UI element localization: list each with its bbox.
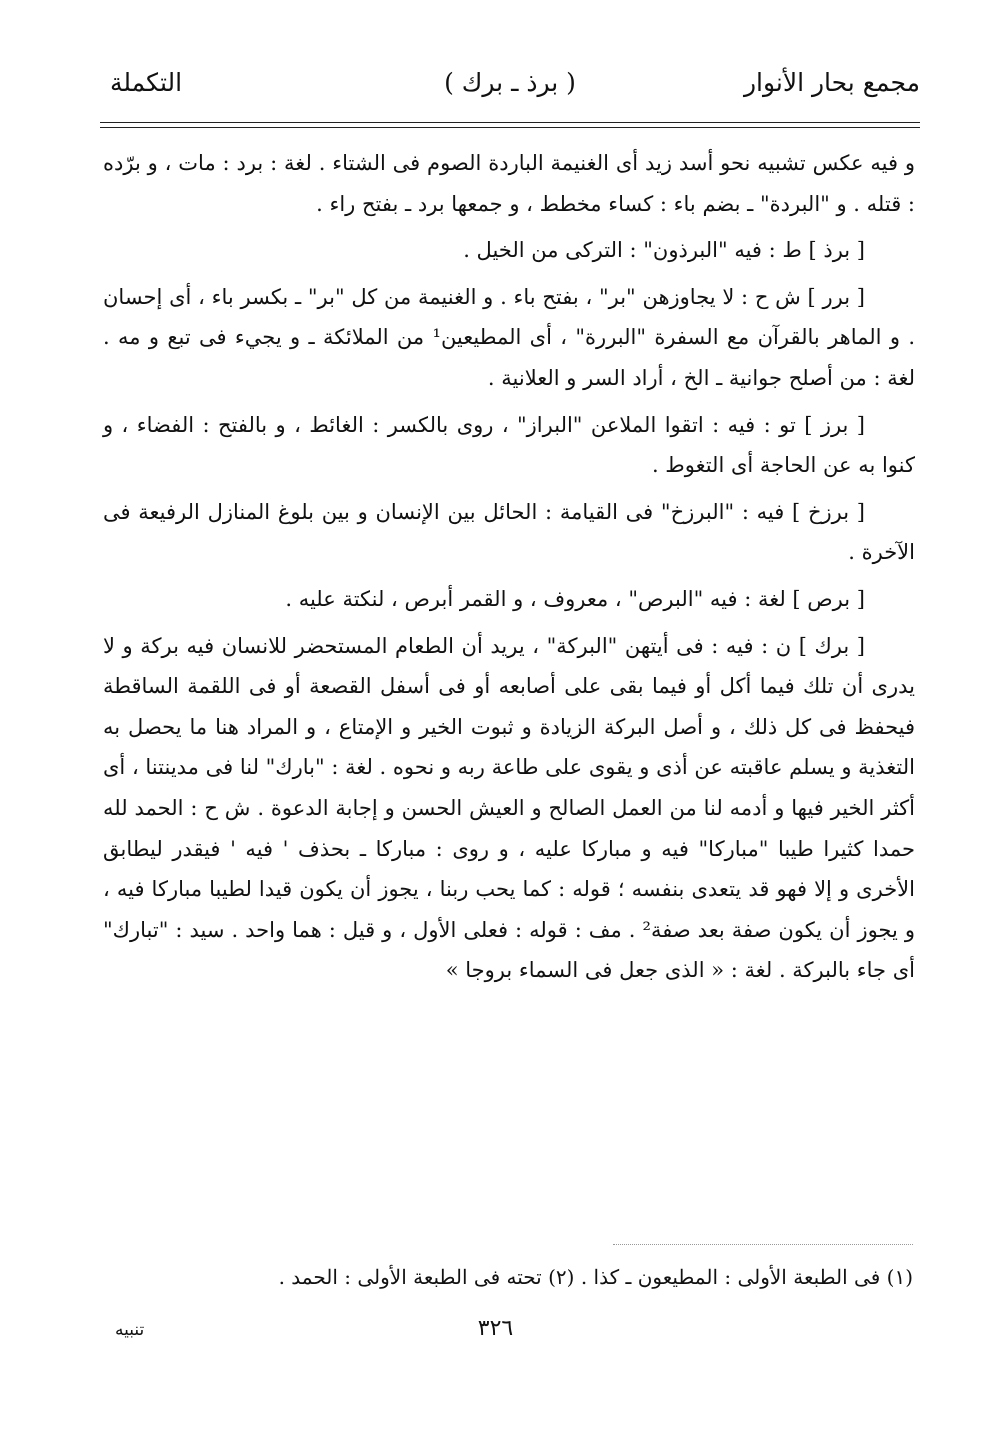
entry-barr: [ برر ] ش ح : لا يجاوزهن "بر" ، بفتح باء . و الغنيمة من كل "بر" ـ بكسر باء ، أى إحسان . و الماهر بالقرآن مع السفرة "البررة" ، أى المطيعين¹ من الملائكة ـ و يجيء فى تبع و مه . لغة : من أصلح جوانية ـ الخ ، أراد السر و العلانية . [103,284,915,390]
book-title: مجمع بحار الأنوار [743,68,920,97]
entry-baras: [ برص ] لغة : فيه "البرص" ، معروف ، و القمر أبرص ، لنكتة عليه . [285,586,865,611]
header-rule-top [100,122,920,123]
main-text [103,143,915,997]
header-rule-bottom [100,127,920,128]
paragraph-intro: و فيه عكس تشبيه نحو أسد زيد أى الغنيمة الباردة الصوم فى الشتاء . لغة : برد : مات ، و برّده : قتله . و "البردة" ـ بضم باء : كساء مخطط ، و جمعها برد ـ بفتح راء . [103,151,915,216]
volume-label: التكملة [110,68,183,97]
footnote-divider [613,1244,913,1245]
page-header [100,64,920,108]
entry-barz-2: [ برز ] تو : فيه : اتقوا الملاعن "البراز" ، روى بالكسر : الغائط ، و بالفتح : الفضاء ، و كنوا به عن الحاجة أى التغوط . [103,412,915,478]
footnotes: (١) فى الطبعة الأولى : المطيعون ـ كذا . (٢) تحته فى الطبعة الأولى : الحمد . [278,1265,913,1289]
page-number: ٣٢٦ [477,1316,514,1341]
entry-barz: [ برذ ] ط : فيه "البرذون" : التركى من الخيل . [463,238,865,263]
entry-barzakh: [ برزخ ] فيه : "البرزخ" فى القيامة : الحائل بين الإنسان و بين بلوغ المنازل الرفيعة فى الآخرة . [103,499,915,565]
section-range: ( برذ ـ برك ) [444,68,576,97]
catchword: تنبيه [115,1320,145,1340]
entry-barak: [ برك ] ن : فيه : فى أيتهن "البركة" ، يريد أن الطعام المستحضر للانسان فيه بركة و لا يدرى أن تلك فيما أكل أو فيما بقى على أصابعه أو فى أسفل القصعة أو فى اللقمة الساقطة فيحفظ فى كل ذلك ، و أصل البركة الزيادة و ثبوت الخير و الإمتاع ، و المراد هنا ما يحصل به التغذية و يسلم عاقبته عن أذى و يقوى على طاعة ربه و نحوه . لغة : "بارك" لنا فى مدينتنا ، أى أكثر الخير فيها و أدمه لنا من العمل الصالح و العيش الحسن و إجابة الدعوة . ش ح : الحمد لله حمدا كثيرا طيبا "مباركا" فيه و مباركا عليه ، و روى : مباركا ـ بحذف ' فيه ' فيقدر ليطابق الأخرى و إلا فهو قد يتعدى بنفسه ؛ قوله : كما يحب ربنا ، يجوز أن يكون قيدا لطيبا مباركا فيه ، و يجوز أن يكون صفة بعد صفة² . مف : قوله : فعلى الأول ، و قيل : هما واحد . سيد : "تبارك" أى جاء بالبركة . لغة : « الذى جعل فى السماء بروجا » [103,633,916,983]
